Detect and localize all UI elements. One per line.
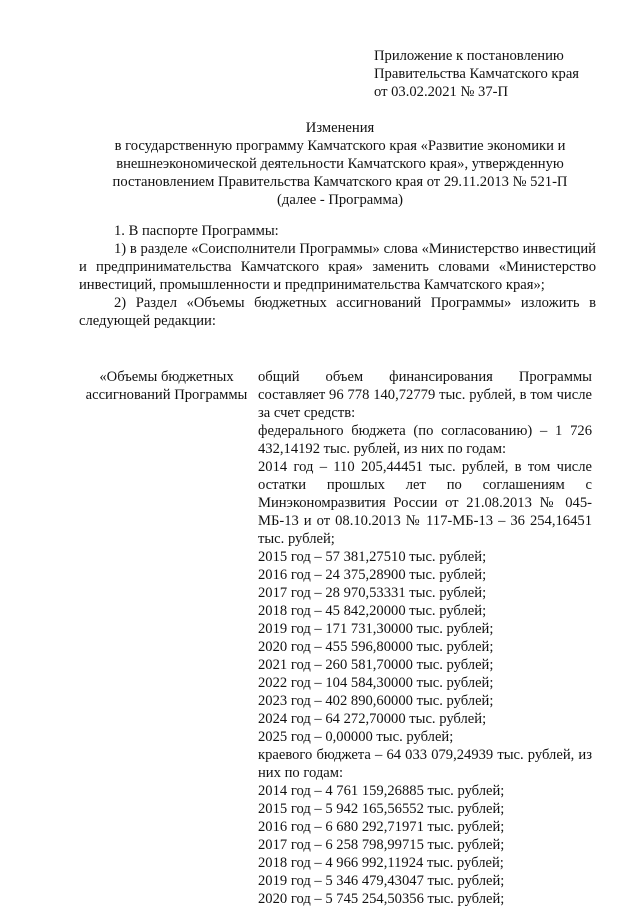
document-title: [60, 119, 620, 209]
approval-line: от 03.02.2021 № 37-П: [374, 84, 509, 100]
title-line: в государственную программу Камчатского края «Развитие экономики и: [114, 138, 566, 154]
document-body: [79, 222, 596, 330]
regional-year-line: 2017 год – 6 258 798,99715 тыс. рублей;: [258, 837, 505, 853]
federal-year-line: 2021 год – 260 581,70000 тыс. рублей;: [258, 657, 494, 673]
regional-year-line: 2015 год – 5 942 165,56552 тыс. рублей;: [258, 801, 505, 817]
federal-year-line: 2020 год – 455 596,80000 тыс. рублей;: [258, 639, 494, 655]
federal-year-line: 2018 год – 45 842,20000 тыс. рублей;: [258, 603, 487, 619]
approval-line: Правительства Камчатского края: [374, 66, 580, 82]
federal-year-line: 2019 год – 171 731,30000 тыс. рублей;: [258, 621, 494, 637]
regional-year-line: 2019 год – 5 346 479,43047 тыс. рублей;: [258, 873, 505, 889]
regional-year-line: 2020 год – 5 745 254,50356 тыс. рублей;: [258, 891, 505, 907]
federal-year-line: 2025 год – 0,00000 тыс. рублей;: [258, 729, 454, 745]
regional-year-line: 2014 год – 4 761 159,26885 тыс. рублей;: [258, 783, 505, 799]
federal-year-line: 2016 год – 24 375,28900 тыс. рублей;: [258, 567, 487, 583]
title-line: внешнеэкономической деятельности Камчатского края», утвержденную: [116, 156, 564, 172]
federal-2014: 2014 год – 110 205,44451 тыс. рублей, в том числе остатки прошлых лет по соглашениям с Минэкономразвития России от 21.08.2013 № 045-МБ-13 и от 08.10.2013 № 117-МБ-13 – 36 254,16451 тыс. рублей;: [258, 459, 592, 547]
paragraph-coexecutors: 1) в разделе «Соисполнители Программы» слова «Министерство инвестиций и предпринимательства Камчатского края» заменить словами «Министерство инвестиций, промышленности и предпринимательства Камчатского края»;: [79, 241, 596, 293]
total-financing: общий объем финансирования Программы составляет 96 778 140,72779 тыс. рублей, в том числе за счет средств:: [258, 369, 592, 421]
approval-line: Приложение к постановлению: [374, 48, 564, 64]
regional-year-line: 2016 год – 6 680 292,71971 тыс. рублей;: [258, 819, 505, 835]
table-right-cell: [258, 368, 592, 908]
approval-stamp: [374, 47, 579, 101]
title-line: постановлением Правительства Камчатского края от 29.11.2013 № 521-П: [112, 174, 568, 190]
table-left-cell: [79, 368, 254, 404]
federal-budget-intro: федерального бюджета (по согласованию) – 1 726 432,14192 тыс. рублей, из них по годам:: [258, 423, 592, 457]
paragraph-passport: 1. В паспорте Программы:: [114, 223, 279, 239]
title-line: (далее - Программа): [277, 192, 403, 208]
federal-year-line: 2017 год – 28 970,53331 тыс. рублей;: [258, 585, 487, 601]
federal-year-line: 2023 год – 402 890,60000 тыс. рублей;: [258, 693, 494, 709]
paragraph-budget-section: 2) Раздел «Объемы бюджетных ассигнований Программы» изложить в следующей редакции:: [79, 295, 596, 329]
regional-year-line: 2018 год – 4 966 992,11924 тыс. рублей;: [258, 855, 504, 871]
left-cell-line: ассигнований Программы: [85, 387, 248, 403]
left-cell-line: «Объемы бюджетных: [99, 369, 234, 385]
regional-budget-intro: краевого бюджета – 64 033 079,24939 тыс. рублей, из них по годам:: [258, 747, 592, 781]
title-line: Изменения: [305, 120, 375, 136]
federal-year-line: 2024 год – 64 272,70000 тыс. рублей;: [258, 711, 487, 727]
federal-year-line: 2015 год – 57 381,27510 тыс. рублей;: [258, 549, 487, 565]
federal-year-line: 2022 год – 104 584,30000 тыс. рублей;: [258, 675, 494, 691]
